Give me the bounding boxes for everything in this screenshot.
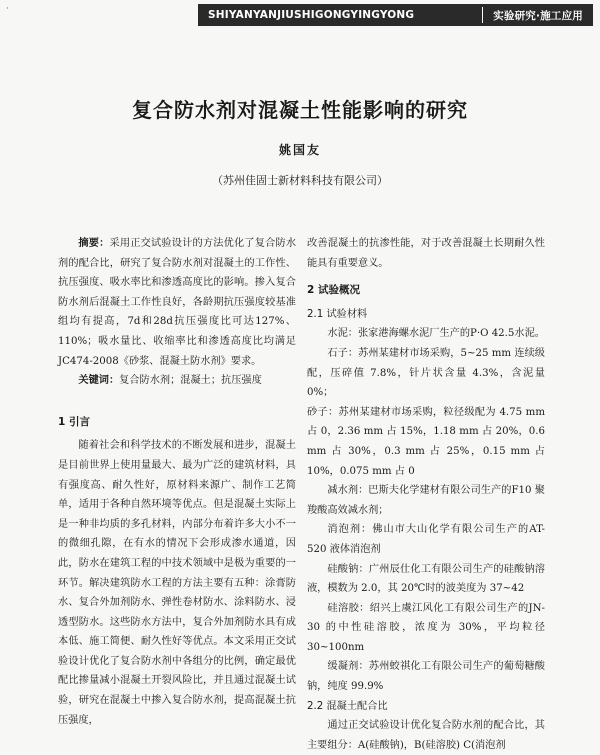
left-column xyxy=(58,234,296,730)
section2-heading: 2 试验概况 xyxy=(307,284,360,297)
material-stone: 石子：苏州某建材市场采购，5~25 mm 连续级配，压碎值 7.8%，针片状含量 4.3%，含泥量 0%； xyxy=(307,347,545,399)
article-affiliation: （苏州佳固士新材料科技有限公司） xyxy=(212,174,388,187)
section-label: 实验研究·施工应用 xyxy=(493,9,583,22)
material-defoamer: 消泡剂：佛山市大山化学有限公司生产的AT-520 液体消泡剂 xyxy=(307,524,545,555)
keywords-label: 关键词： xyxy=(78,374,120,387)
keywords-paragraph xyxy=(58,371,296,391)
abstract-text: 采用正交试验设计的方法优化了复合防水剂的配合比，研究了复合防水剂对混凝土的工作性、抗压强度、吸水率比和渗透高度比的影响。掺入复合防水剂后混凝土工作性良好，各龄期抗压强度较基准组均有提高，7d和28d抗压强度比可达127%、110%；吸水量比、收缩率比和渗透高度比均满足JC474-2008《砂浆、混凝土防水剂》要求。 xyxy=(58,238,297,367)
keywords-text: 复合防水剂；混凝土；抗压强度 xyxy=(119,375,262,387)
journal-name: SHIYANYANJIUSHIGONGYINGYONG xyxy=(208,9,415,21)
material-glucose: 缓凝剂：苏州蛟祺化工有限公司生产的葡萄糖酸钠，纯度 99.9% xyxy=(307,661,545,693)
material-silica-sol: 硅溶胶：绍兴上虞江风化工有限公司生产的JN-30 的中性硅溶胶，浓度为 30%，平均粒径 30~100nm xyxy=(307,602,545,653)
corner-mark: · xyxy=(6,4,9,14)
material-cement: 水泥：张家港海螺水泥厂生产的P·O 42.5水泥。 xyxy=(327,328,545,340)
material-silicate: 硅酸钠：广州辰仕化工有限公司生产的硅酸钠溶液，模数为 2.0，其 20℃时的波美度为 37~42 xyxy=(307,563,545,595)
abstract-label: 摘要： xyxy=(78,237,110,249)
material-sand: 砂子：苏州某建材市场采购，粒径级配为 4.75 mm 占 0，2.36 mm 占 15%，1.18 mm 占 20%，0.6 mm 占 30%，0.3 mm 占 25%，0.15 mm 占 10%，0.075 mm 占 0 xyxy=(307,406,545,477)
subsection-2-2: 2.2 混凝土配合比 xyxy=(307,700,388,712)
right-column xyxy=(307,234,545,755)
section1-heading: 1 引言 xyxy=(58,415,90,428)
mix-paragraph: 通过正交试验设计优化复合防水剂的配合比，其主要组分：A(硅酸钠)，B(硅溶胶) C(消泡剂 xyxy=(307,720,545,751)
article-title: 复合防水剂对混凝土性能影响的研究 xyxy=(132,98,468,122)
subsection-2-1: 2.1 试验材料 xyxy=(307,308,368,320)
journal-header-bar xyxy=(198,4,593,26)
intro-continued: 改善混凝土的抗渗性能，对于改善混凝土长期耐久性能具有重要意义。 xyxy=(307,238,545,269)
intro-paragraph: 随着社会和科学技术的不断发展和进步，混凝土是目前世界上使用量最大、最为广泛的建筑材料，具有强度高、耐久性好，原材料来源广、制作工艺简单，适用于各种自然环境等优点。但是混凝土实际上是一种非均质的多孔材料，内部分布着许多大小不一的微细孔隙，在有水的情况下会形成渗水通道，因此，防水在建筑工程的中技术领域中是极为重要的一环节。解决建筑防水工程的方法主要有五种：涂膏防水、复合外加剂防水、弹性卷材防水、涂料防水、浸透型防水。这些防水方法中，复合外加剂防水具有成本低、施工简便、耐久性好等优点。本文采用正交试验设计优化了复合防水剂中各组分的比例，确定最优配比掺量减小混凝土开裂风险比，并且通过混凝土试验，研究在混凝土中掺入复合防水剂，提高混凝土抗压强度， xyxy=(58,440,296,726)
article-author: 姚国友 xyxy=(278,143,321,157)
material-water-reducer: 减水剂：巴斯夫化学建材有限公司生产的F10 聚羧酸高效减水剂； xyxy=(307,485,545,516)
abstract-paragraph xyxy=(58,234,296,371)
